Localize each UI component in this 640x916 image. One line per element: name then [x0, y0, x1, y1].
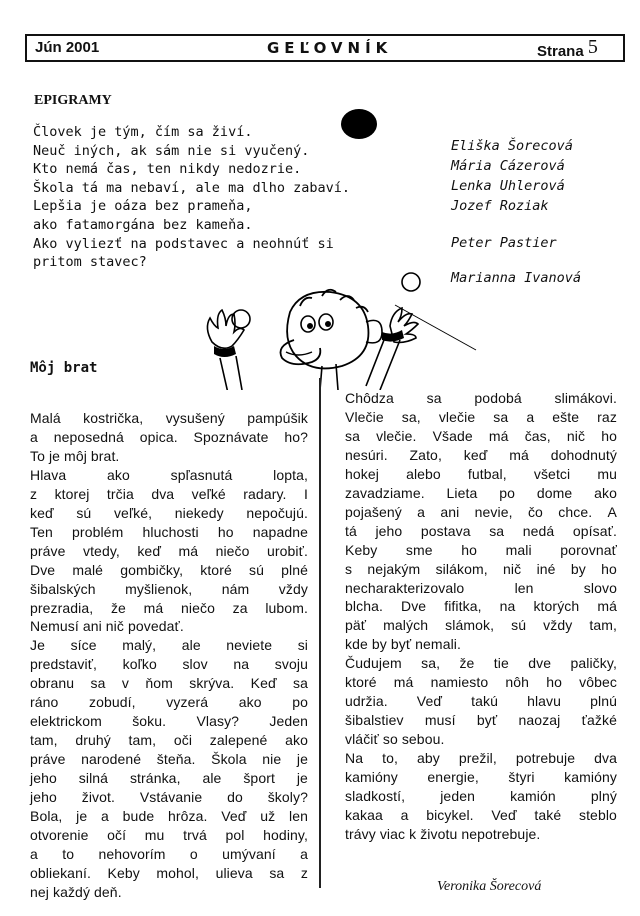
article-line: predstaviť, koľko slov na svoju	[30, 656, 308, 673]
juggling-ball-right	[402, 273, 420, 291]
article-line: otvorenie očí mu trvá pol hodiny,	[30, 826, 308, 843]
right-arm	[366, 340, 400, 390]
article-line: udržia. Veď takú hlavu plnú	[345, 693, 617, 710]
page-number: 5	[587, 36, 598, 58]
left-arm	[220, 356, 242, 390]
article-line: obliekaní. Keby mohol, ulieva sa z	[30, 864, 308, 881]
article-line: Na to, aby prežil, potrebuje dva	[345, 750, 617, 767]
article-line: hokej alebo futbal, všetci mu	[345, 465, 617, 482]
article-line: Malá kostrička, vysušený pampúšik	[30, 410, 308, 426]
article-line: sladkostí, jeden kamión plný	[345, 788, 617, 805]
article-line: Ten problém hluchosti ho napadne	[30, 523, 308, 540]
article-line: tá jeho postava sa nedá opísať.	[345, 522, 617, 539]
article-line: kamióny energie, štyri kamióny	[345, 769, 617, 786]
epigram-line: Škola tá ma nebaví, ale ma dlho zabaví.	[33, 179, 350, 196]
article-line: Čudujem sa, že tie dve paličky,	[345, 655, 617, 672]
article-line: nej každý deň.	[30, 883, 122, 900]
article-line: elektrickom šoku. Vlasy? Jeden	[30, 713, 308, 730]
article-line: prezradia, že má niečo za lubom.	[30, 599, 308, 616]
article-line: šibalských myšlienok, nám vždy	[30, 580, 308, 597]
article-column-right	[345, 389, 617, 844]
epigram-line: pritom stavec?	[33, 254, 147, 271]
article-line: jeho silná stránka, ale šport je	[30, 770, 308, 787]
black-juggling-ball	[341, 109, 377, 139]
article-line: šibalstiev musí byť naozaj ťažké	[345, 712, 617, 729]
article-line: blcha. Dve fifitka, na ktorých má	[345, 598, 617, 615]
article-column-left	[30, 409, 308, 902]
page-indicator	[537, 36, 598, 62]
article-line: Nemusí ani nič povedať.	[30, 618, 184, 635]
page-header	[25, 34, 625, 62]
article-line: ktoré má namiesto nôh ho vôbec	[345, 674, 617, 691]
article-line: s nejakým silákom, nič iné by ho	[345, 560, 617, 577]
article-line: pojašený a ani nevie, čo chce. A	[345, 503, 617, 520]
article-line: Bola, je a bude hrôza. Veď už len	[30, 808, 308, 825]
epigrams-heading: EPIGRAMY	[34, 93, 112, 108]
left-hand	[207, 310, 244, 348]
epigram-line: Neuč iných, ak sám nie si vyučený.	[33, 142, 310, 159]
article-line: tam, druhý tam, oči zalepené ako	[30, 732, 308, 749]
article-line: Chôdza sa podobá slimákovi.	[345, 390, 617, 406]
article-author: Veronika Šorecová	[437, 879, 542, 894]
article-line: Vlečie sa, vlečie sa a ešte raz	[345, 408, 617, 425]
article-line: a neposedná opica. Spoznávate ho?	[30, 428, 308, 445]
article-line: a to nehovorím o umývaní a	[30, 845, 308, 862]
epigram-line: ako fatamorgána bez kameňa.	[33, 216, 253, 233]
epigram-author: Marianna Ivanová	[451, 270, 582, 286]
article-line: práve vtedy, keď má niečo urobiť.	[30, 542, 308, 559]
epigram-line: Lepšia je oáza bez prameňa,	[33, 198, 253, 215]
article-line: z ktorej trčia dva veľké radary. I	[30, 485, 308, 502]
newsletter-title: GEĽOVNÍK	[267, 39, 393, 57]
article-line: sa vlečie. Všade má čas, nič ho	[345, 427, 617, 444]
article-line: keď sú veľké, niekedy nepočujú.	[30, 504, 308, 521]
page-label: Strana	[537, 43, 584, 60]
epigram-line: Kto nemá čas, ten nikdy nedozrie.	[33, 161, 302, 178]
article-line: kakaa a bicykel. Veď také steblo	[345, 806, 617, 823]
epigram-author: Lenka Uhlerová	[451, 178, 565, 194]
article-line: Hlava ako spľasnutá lopta,	[30, 466, 308, 483]
article-line: Keby sme ho mali porovnať	[345, 541, 617, 558]
juggling-cartoon-illustration	[190, 100, 480, 390]
article-line: ráno zobudí, vyzerá ako po	[30, 694, 308, 711]
article-line: nesúri. Zato, keď má dohodnutý	[345, 446, 617, 463]
article-line: zavadziame. Lieta po dome ako	[345, 484, 617, 501]
article-line: vláčiť so sebou.	[345, 731, 445, 748]
article-line: kde by byť nemali.	[345, 636, 461, 653]
article-line: päť malých slámok, sú vždy tam,	[345, 617, 617, 634]
epigram-author: Eliška Šorecová	[451, 138, 573, 154]
epigram-line: Ako vyliezť na podstavec a neohnúť si	[33, 235, 334, 252]
article-heading: Môj brat	[30, 360, 98, 376]
article-line: obranu sa v ňom skrýva. Keď sa	[30, 675, 308, 692]
column-divider	[319, 378, 321, 888]
epigram-line: Človek je tým, čím sa živí.	[33, 124, 253, 140]
issue-date: Jún 2001	[35, 39, 100, 56]
article-line: necharakterizovalo len slovo	[345, 579, 617, 596]
article-line: Je síce malý, ale neviete si	[30, 637, 308, 654]
article-line: Dve malé gombičky, ktoré sú plné	[30, 561, 308, 578]
article-line: To je môj brat.	[30, 447, 120, 464]
article-line: trávy viac k životu nepotrebuje.	[345, 825, 541, 842]
epigram-author: Peter Pastier	[451, 235, 557, 251]
epigram-author: Mária Cázerová	[451, 158, 565, 174]
article-line: práve narodené šteňa. Škola nie je	[30, 751, 308, 768]
article-line: jeho život. Vstávanie do školy?	[30, 789, 308, 806]
epigram-author: Jozef Roziak	[451, 198, 549, 214]
